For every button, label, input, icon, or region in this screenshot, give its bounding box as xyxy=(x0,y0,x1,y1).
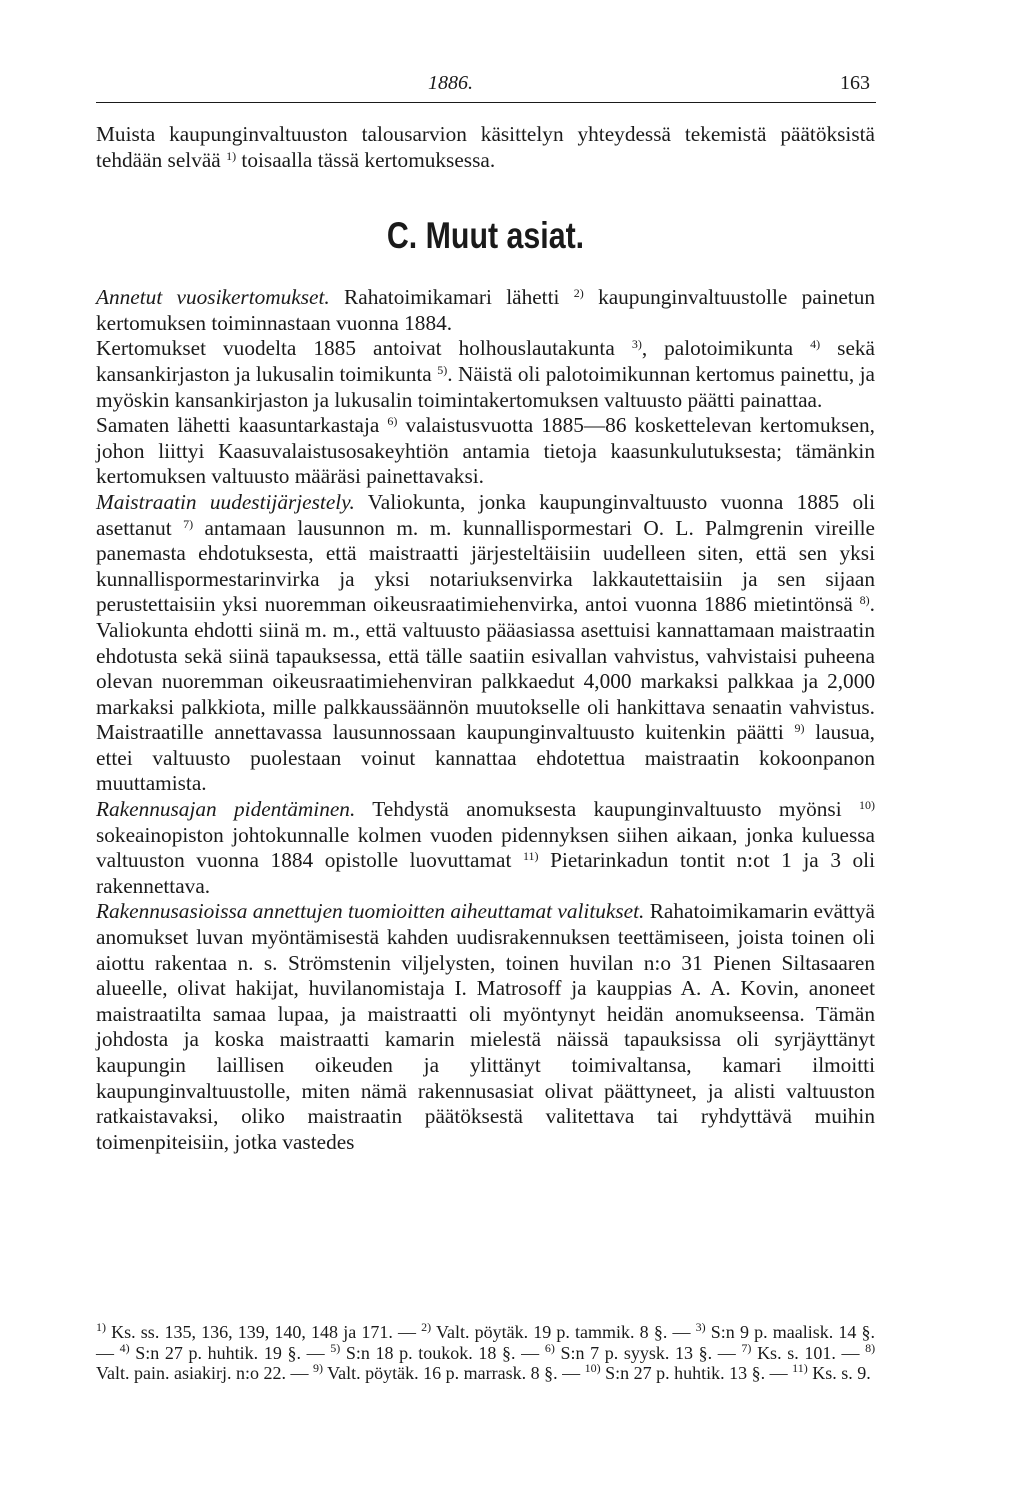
footnotes: $^{1)}$ Ks. ss. 135, 136, 139, 140, 148 ja 171. — $^{2)}$ Valt. pöytäk. 19 p. tammik. 8 §. — $^{3)}$ S:n 9 p. maalisk. 14 §. — $^{4)}$ S:n 27 p. huhtik. 19 §. — $^{5)}$ S:n 18 p. toukok. 18 §. — $^{6)}$ S:n 7 p. syysk. 13 §. — $^{7)}$ Ks. s. 101. — $^{8)}$ Valt. pain. asiakirj. n:o 22. — $^{9)}$ Valt. pöytäk. 16 p. marrask. 8 §. — $^{10)}$ S:n 27 p. huhtik. 13 §. — $^{11)}$ Ks. s. 9. xyxy=(96,1320,876,1383)
paragraph-kertomukset: Kertomukset vuodelta 1885 antoivat holhouslautakunta $^{3)}$, palotoimikunta $^{4)}$ sekä kansankirjaston ja lukusalin toimikunta $^{5)}$. Näistä oli palotoimikunnan kertomus painettu, ja myöskin kansankirjaston ja lukusalin toimintakertomuksen valtuusto päätti painattaa. xyxy=(96,336,876,412)
footnote-mark: 11) xyxy=(792,1361,808,1375)
footnote-ref: 11) xyxy=(522,849,539,864)
footnote-ref: 8) xyxy=(859,593,870,608)
paragraph-title: Rakennusajan pidentäminen. xyxy=(96,797,356,822)
paragraph-rakennusaika: Rakennusajan pidentäminen. Tehdystä anomuksesta kaupunginvaltuusto myönsi $^{10)}$ sokeainopiston johtokunnalle kolmen vuoden pidennyksen siihen aikaan, jonka kuluessa valtuuston vuonna 1884 opistolle luovuttamat $^{11)}$ Pietarinkadun tontit n:ot 1 ja 3 oli rakennettava. xyxy=(96,797,876,898)
footnote-mark: 10) xyxy=(584,1361,601,1375)
footnote-mark: 7) xyxy=(741,1340,752,1355)
footnote-ref: 4) xyxy=(810,337,821,352)
footnote-mark: 2) xyxy=(421,1320,432,1334)
paragraph-annetut: Annetut vuosikertomukset. Rahatoimikamari lähetti $^{2)}$ kaupunginvaltuustolle painetun kertomuksen toiminnastaan vuonna 1884. xyxy=(96,285,875,335)
intro-paragraph: Muista kaupunginvaltuuston talousarvion käsittelyn yhteydessä tekemistä päätöksistä tehdään selvää $^{1)}$ toisaalla tässä kertomuksessa. xyxy=(96,122,875,172)
footnote-mark: 4) xyxy=(119,1340,130,1355)
footnote-mark: 5) xyxy=(330,1340,341,1355)
footnote-mark: 3) xyxy=(695,1320,706,1334)
paragraph-title: Rakennusasioissa annettujen tuomioitten aiheuttamat valitukset. xyxy=(96,899,645,924)
footnote-mark: 1) xyxy=(96,1320,106,1334)
footnote-ref: 9) xyxy=(794,721,805,736)
footnote-ref: 7) xyxy=(183,516,194,531)
paragraph-valitukset: Rakennusasioissa annettujen tuomioitten aiheuttamat valitukset. Rahatoimikamarin evättyä anomukset luvan myöntämisestä kahden uudisrakennuksen teettämiseen, joista toinen oli aiottu rakentaa n. s. Strömstenin viljelysten, toinen huvilan n:o 31 Pienen Siltasaaren alueelle, olivat hakijat, huvilanomistaja I. Matrosoff ja kauppias A. A. Kovin, anoneet maistraatilta samaa lupaa, ja maistraatti oli myöntynyt heidän anomukseensa. Tämän johdosta ja koska maistraatti kamarin mielestä näissä tapauksissa oli syrjäyttänyt kaupungin laillisen oikeuden ja ylittänyt toimivaltansa, kamari ilmoitti kaupunginvaltuustolle, miten nämä rakennusasiat olivat päättyneet, ja alisti valtuuston ratkaistavaksi, oliko maistraatin päätöksestä valitettava tai ryhdyttävä muihin toimenpiteisiin, jotka vastedes xyxy=(96,899,876,1154)
footnote-ref: 6) xyxy=(387,414,398,429)
paragraph-title: Maistraatin uudestijärjestely. xyxy=(96,489,355,514)
footnote-ref: 5) xyxy=(437,362,448,377)
paragraph-maistraatti: Maistraatin uudestijärjestely. Valiokunta, jonka kaupunginvaltuusto vuonna 1885 oli asettanut $^{7)}$ antamaan lausunnon m. m. kunnallispormestari O. L. Palmgrenin vireille panemasta ehdotuksesta, että maistraatti järjesteltäisiin uudelleen siten, että sen yksi kunnallispormestarinvirka ja yksi notariuksenvirka lakkautettaisiin ja sen sijaan perustettaisiin yksi nuoremman oikeusraatimiehenvirka, antoi vuonna 1886 mietintönsä $^{8)}$. Valiokunta ehdotti siinä m. m., että valtuusto pääasiassa asettuisi kannattamaan maistraatin ehdotusta sekä siinä tapauksessa, että tälle saatiin esivallan vahvistus, vahvistaisi puheena olevan nuoremman oikeusraatimiehenviran palkkaedut 4,000 markaksi palkkaa ja 2,000 markaksi palkkiota, mille palkkaussäännön muutokselle oli hankittava senaatin vahvistus. Maistraatille annettavassa lausunnossaan kaupunginvaltuusto kuitenkin päätti $^{9)}$ lausua, ettei valtuusto puolestaan voinut kannattaa ehdotettua maistraatin kokoonpanon muuttamista. xyxy=(96,489,875,796)
footnote-ref: 2) xyxy=(573,286,584,301)
footnote-ref: 3) xyxy=(631,337,642,352)
footnote-ref: 10) xyxy=(859,798,875,813)
paragraph-samaten: Samaten lähetti kaasuntarkastaja $^{6)}$ valaistusvuotta 1885—86 koskettelevan kertomuksen, johon liittyi Kaasuvalaistusosakeyhtiön antamia tietoja kaasunkulutuksesta; tämänkin kertomuksen valtuusto määräsi painettavaksi. xyxy=(96,413,875,489)
running-header xyxy=(96,60,876,103)
page-number: 163 xyxy=(840,72,870,94)
footnote-mark: 6) xyxy=(544,1340,555,1355)
footnote-ref: 1) xyxy=(226,148,237,163)
header-year: 1886. xyxy=(428,72,473,94)
paragraph-title: Annetut vuosikertomukset. xyxy=(96,285,330,310)
main-text xyxy=(96,122,875,1155)
section-heading: C. Muut asiat. xyxy=(386,215,585,257)
footnote-mark: 9) xyxy=(312,1361,323,1375)
footnote-mark: 8) xyxy=(865,1340,876,1355)
